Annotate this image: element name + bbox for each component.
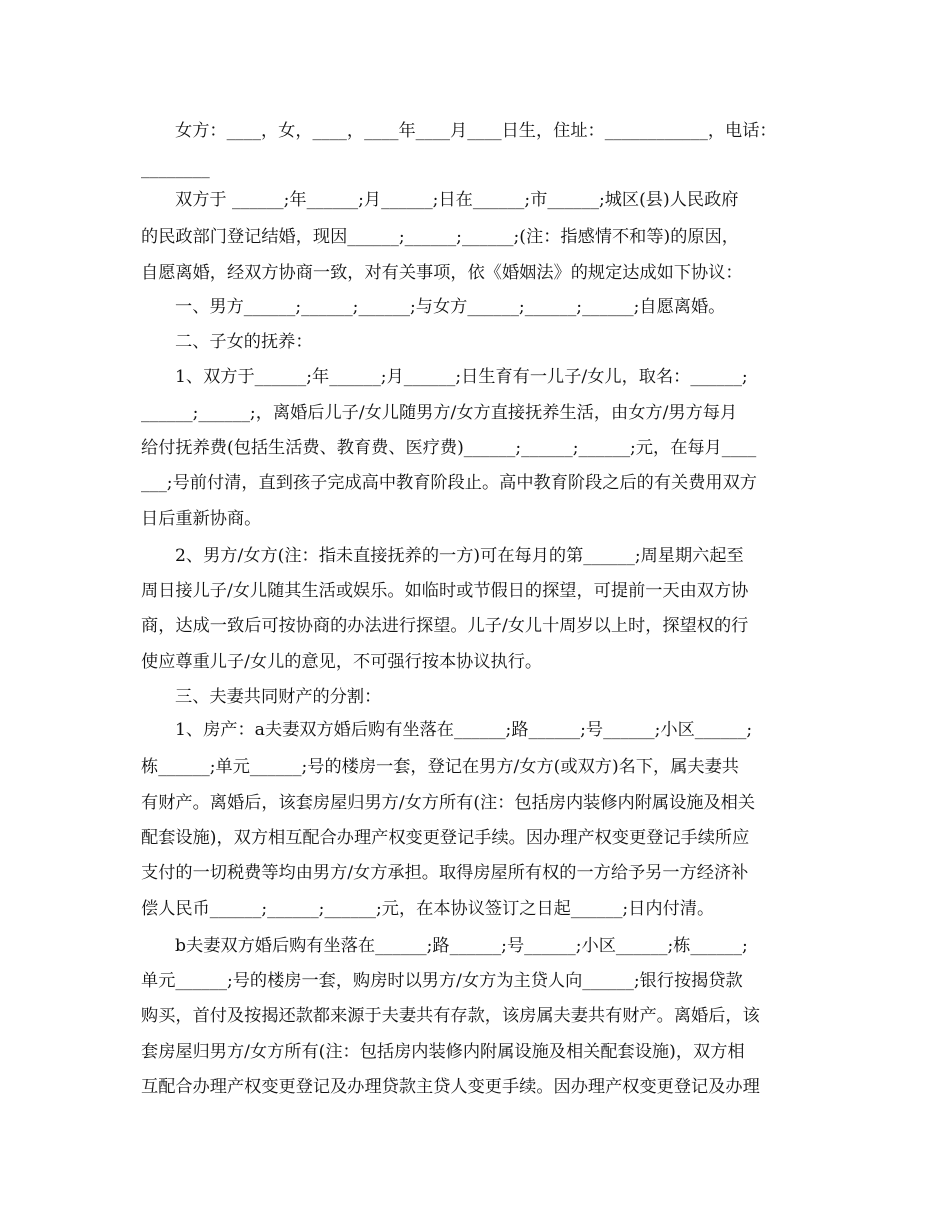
text-line: 使应尊重儿子/女儿的意见，不可强行按本协议执行。: [141, 652, 543, 672]
text-line: 1、房产：a夫妻双方婚后购有坐落在______;路______;号______;小区______;: [175, 720, 753, 740]
text-line: 的民政部门登记结婚，现因______;______;______;(注：指感情不和等)的原因，: [141, 227, 739, 247]
text-line: ___;号前付清，直到孩子完成高中教育阶段止。高中教育阶段之后的有关费用双方: [141, 473, 757, 493]
text-line: b夫妻双方婚后购有坐落在______;路______;号______;小区______;栋______;: [175, 936, 748, 956]
text-line: 2、男方/女方(注：指未直接抚养的一方)可在每月的第______;周星期六起至: [175, 546, 744, 566]
section-heading: 三、夫妻共同财产的分割：: [175, 687, 382, 707]
text-line: 单元______;号的楼房一套，购房时以男方/女方为主贷人向______;银行按揭贷款: [141, 971, 743, 991]
section-heading: 二、子女的抚养：: [175, 332, 313, 352]
text-line: 套房屋归男方/女方所有(注：包括房内装修内附属设施及相关配套设施)，双方相: [141, 1042, 745, 1062]
text-line: 偿人民币______;______;______;元，在本协议签订之日起______;日内付清。: [141, 899, 715, 919]
text-line: 栋______;单元______;号的楼房一套，登记在男方/女方(或双方)名下，属夫妻共: [141, 757, 739, 777]
text-line: 自愿离婚，经双方协商一致，对有关事项，依《婚姻法》的规定达成如下协议：: [141, 263, 743, 283]
text-line: 有财产。离婚后，该套房屋归男方/女方所有(注：包括房内装修内附属设施及相关: [141, 793, 756, 813]
text-line: 配套设施)，双方相互配合办理产权变更登记手续。因办理产权变更登记手续所应: [141, 828, 750, 848]
text-line: 日后重新协商。: [141, 509, 262, 529]
text-line: 女方：____，女，____，____年____月____日生，住址：____________，电话：: [175, 121, 777, 141]
text-line: 给付抚养费(包括生活费、教育费、医疗费)______;______;______;元，在每月____: [141, 438, 757, 458]
text-line: 支付的一切税费等均由男方/女方承担。取得房屋所有权的一方给予另一方经济补: [141, 863, 749, 883]
text-line: 一、男方______;______;______;与女方______;______;______;自愿离婚。: [175, 297, 726, 317]
text-line: 1、双方于______;年______;月______;日生育有一儿子/女儿，取名：______;: [175, 367, 748, 387]
text-line: ________: [141, 159, 210, 179]
text-line: 互配合办理产权变更登记及办理贷款主贷人变更手续。因办理产权变更登记及办理: [141, 1077, 760, 1097]
text-line: 购买，首付及按揭还款都来源于夫妻共有存款，该房属夫妻共有财产。离婚后，该: [141, 1006, 760, 1026]
text-line: ______;______;，离婚后儿子/女儿随男方/女方直接抚养生活，由女方/男方每月: [141, 403, 738, 423]
text-line: 周日接儿子/女儿随其生活或娱乐。如临时或节假日的探望，可提前一天由双方协: [141, 581, 749, 601]
text-line: 商，达成一致后可按协商的办法进行探望。儿子/女儿十周岁以上时，探望权的行: [141, 616, 749, 636]
text-line: 双方于 ______;年______;月______;日在______;市______;城区(县)人民政府: [175, 190, 739, 210]
